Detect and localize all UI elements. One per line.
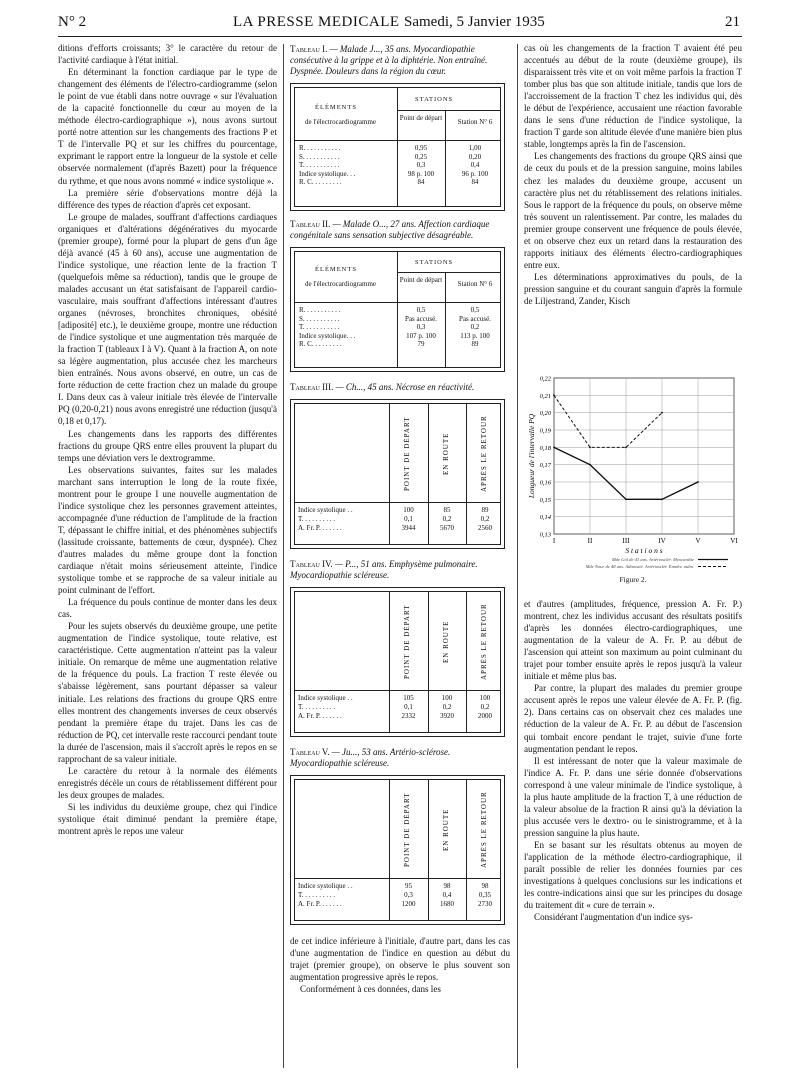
table-cell: 105 bbox=[403, 694, 414, 702]
paragraph: et d'autres (amplitudes, fréquence, pression A. Fr. P.) montrent, chez les individus accusant des résultats positifs d'après les données électro-cardiographiques, une augmentation de la valeur de A. Fr. P. au début de l'ascension qui atteint son maximum au point culminant du trajet pour tomber ensuite après le repos jusqu'à la valeur initiale et même plus bas. bbox=[524, 599, 742, 682]
column-divider bbox=[283, 44, 284, 1068]
paragraph: En déterminant la fonction cardiaque par le type de changement des éléments de l'électro-cardiogramme (selon le point de vue établi dans notre ouvrage « sur l'évaluation de la capacité fonctionnelle du cœur au moyen de la méthode électro-cardiographique »), nous avons surtout porté notre attention sur les changements des fractions P et T de l'intervalle PQ et sur les chiffres du pourcentage, exprimant le rapport entre la longueur de la systole et celle observée normalement (d'après Bazett) pour la fréquence du rythme, et que nous avons nommé « indice systolique ». bbox=[58, 67, 277, 186]
paragraph: Les observations suivantes, faites sur les malades marchant sans interruption le long de la route fixée, montrent pour le groupe I une nouvelle augmentation de l'indice systolique chez les personnes gravement atteintes, accompagnée d'une réduction de l'amplitude de la fraction T, dépassant le chiffre initial, et des phénomènes subjectifs (lassitude croissante, battements de cœur, dyspnée). Chez d'autres malades du même groupe dont la fonction cardiaque n'était moins sérieusement atteinte, l'indice systolique tombe et se rapproche de sa valeur initiale au point culminant de l'effort. bbox=[58, 464, 277, 596]
table-cell: 0,2 bbox=[442, 703, 452, 711]
y-tick-label: 0,19 bbox=[539, 427, 551, 435]
figure-2 bbox=[524, 368, 742, 584]
header-stations: STATIONS bbox=[415, 96, 454, 103]
paragraph: Il est intéressant de noter que la valeur maximale de l'indice A. Fr. P. dans une série donnée d'observations correspond à une valeur minimale de l'indice systolique, à la plus haute amplitude de la fraction T, à une réduction de la valeur absolue de la fraction R ainsi qu'à la déviation la plus accusée vers le dextro- ou le sinistrogramme, et à la pression sanguine la plus haute. bbox=[524, 755, 742, 838]
table-5 bbox=[290, 775, 505, 925]
header-stations: STATIONS bbox=[415, 259, 454, 266]
paragraph: Les changements dans les rapports des différentes fractions du groupe QRS entre elles prouvent la plupart du temps une déviation vers le dextrogramme. bbox=[58, 428, 277, 463]
paragraph: La première série d'observations montre déjà la différence des types de réaction d'après cet exposant. bbox=[58, 187, 277, 210]
page-header bbox=[58, 14, 740, 36]
column-header: APRÈS LE RETOUR bbox=[480, 603, 488, 681]
table-cell: 107 p. 100 bbox=[406, 331, 436, 340]
table-cell: 3944 bbox=[401, 524, 416, 532]
table-cell: 0,5 bbox=[470, 306, 480, 314]
table-cell: 0,5 bbox=[416, 306, 426, 314]
pq-chart bbox=[524, 368, 742, 568]
table-4-caption: Tableau IV. — P..., 51 ans. Emphysème pulmonaire. Myocardiopathie scléreuse. bbox=[290, 559, 478, 580]
column-divider bbox=[517, 44, 518, 1068]
column-header: POINT DE DÉPART bbox=[403, 792, 411, 868]
table-cell: S. . . . . . . . . . . bbox=[299, 152, 340, 161]
paragraph: Conformément à ces données, dans les bbox=[300, 984, 441, 995]
series-line-2 bbox=[554, 395, 662, 447]
column-header: APRÈS LE RETOUR bbox=[480, 791, 488, 869]
column-header: EN ROUTE bbox=[442, 620, 450, 664]
table-cell: 100 bbox=[479, 694, 491, 702]
table-cell: 89 bbox=[471, 340, 479, 349]
column-2 bbox=[290, 44, 510, 995]
table-cell: 0,95 bbox=[414, 144, 428, 152]
paragraph: Les déterminations approximatives du pouls, de la pression sanguine et du courant sanguin d'après la formule de Liljestrand, Zander, Kisch bbox=[524, 271, 742, 306]
table-cell: 0,1 bbox=[404, 703, 413, 711]
table-cell: T. . . . . . . . . . . bbox=[299, 161, 340, 170]
table-cell: R. C. . . . . . . . . bbox=[299, 178, 342, 187]
table-cell: 0,2 bbox=[470, 323, 480, 332]
header-col1: Point de départ bbox=[399, 276, 443, 284]
paragraph: Les changements des fractions du groupe QRS ainsi que de ceux du pouls et de la pression sanguine, moins labiles chez les malades du deuxième groupe, accusent un caractère plus net du rétablissement des relations initiales. Sous le rapport de la fréquence du pouls, on observe même très souvent un ralentissement. Par contre, les malades du premier groupe conservent une fréquence de pouls élevée, et on observe chez eux un retard dans la restauration des rapports initiaux des éléments électro-cardiographiques entre eux. bbox=[524, 151, 742, 270]
table-cell: Pas accusé. bbox=[405, 314, 437, 323]
table-cell: 2560 bbox=[478, 524, 492, 532]
data-point bbox=[553, 394, 555, 396]
column-3-bottom bbox=[524, 598, 742, 923]
data-point bbox=[625, 498, 627, 500]
table-cell: 2730 bbox=[478, 900, 492, 908]
table-cell: 89 bbox=[481, 506, 489, 514]
table-cell: Indice systolique . . bbox=[298, 694, 353, 702]
paragraph: cas où les changements de la fraction T avaient été peu accentués au début de la route (deuxième groupe), ils disparaissent très vite et on voit même parfois la fraction T tomber plus bas que son altitude initiale, tandis que lors de l'accroissement de la fraction T chez les individus qui, dès le début de l'expérience, accusaient une réaction favorable dans le sens d'une réduction de l'indice systolique, la fraction T garde son altitude élevée d'une manière bien plus stable, longtemps après la fin de l'ascension. bbox=[524, 43, 742, 150]
header-rule bbox=[58, 36, 742, 37]
header-elements-sub: de l'électrocardiogramme bbox=[305, 280, 377, 288]
y-tick-label: 0,18 bbox=[539, 444, 551, 452]
x-tick-label: I bbox=[552, 537, 556, 545]
paragraph: La fréquence du pouls continue de monter dans les deux cas. bbox=[58, 597, 277, 620]
column-2-text bbox=[290, 935, 510, 995]
table-cell: 0,1 bbox=[404, 515, 413, 523]
table-cell: S. . . . . . . . . . . bbox=[299, 314, 340, 323]
issue-number: N° 2 bbox=[58, 14, 87, 30]
table-cell: 85 bbox=[443, 506, 451, 514]
column-3-top bbox=[524, 42, 742, 307]
x-tick-label: V bbox=[695, 537, 701, 545]
table-cell: Indice systolique . . bbox=[298, 882, 353, 890]
header-col1: Point de départ bbox=[399, 114, 443, 122]
y-tick-label: 0,15 bbox=[539, 496, 551, 504]
table-cell: 0,4 bbox=[442, 891, 452, 899]
table-cell: 0,2 bbox=[480, 515, 490, 523]
table-cell: 0,2 bbox=[442, 515, 452, 523]
table-1 bbox=[290, 83, 505, 211]
data-point bbox=[553, 446, 555, 448]
table-cell: A. Fr. P. . . . . . . bbox=[298, 524, 342, 532]
table-cell: R. C. . . . . . . . . bbox=[299, 340, 342, 349]
data-point bbox=[661, 412, 663, 414]
table-cell: R. . . . . . . . . . . bbox=[299, 306, 341, 314]
table-5-caption: Tableau V. — Ju..., 53 ans. Artério-sclérose. Myocardiopathie scléreuse. bbox=[290, 747, 451, 768]
table-cell: 79 bbox=[417, 340, 425, 349]
table-cell: 0,20 bbox=[468, 152, 482, 161]
figure-caption: Figure 2. bbox=[619, 575, 647, 584]
issue-date: Samedi, 5 Janvier 1935 bbox=[404, 14, 545, 30]
paragraph: Pour les sujets observés du deuxième groupe, une petite augmentation de l'indice systolique, toute relative, est caractéristique. Cette augmentation n'atteint pas la valeur initiale. On remarque de même une augmentation relative de la fréquence du pouls. La fraction T reste élevée ou s'abaisse légèrement, sans pourtant dépasser sa valeur initiale. Les relations des fractions du groupe QRS entre elles montrent des changements inverses de ceux observés pendant la première étape du trajet. Dans les cas de réduction de PQ, cet intervalle reste raccourci pendant toute la durée de l'ascension, mais il s'accroît après le repos en se rapprochant de sa valeur initiale. bbox=[58, 621, 277, 764]
table-cell: Pas accusé. bbox=[459, 314, 491, 323]
data-point bbox=[625, 446, 627, 448]
table-cell: 96 p. 100 bbox=[461, 169, 489, 178]
x-tick-label: III bbox=[622, 537, 630, 545]
x-tick-label: VI bbox=[730, 537, 738, 545]
table-cell: 1680 bbox=[440, 900, 454, 908]
table-cell: 2000 bbox=[478, 712, 492, 720]
table-cell: T. . . . . . . . . . bbox=[298, 703, 336, 711]
table-cell: 0,25 bbox=[414, 152, 428, 161]
paragraph: Le groupe de malades, souffrant d'affections cardiaques organiques et d'altérations dégénératives du myocarde (premier groupe), formé pour la plupart de gens d'un âge déjà avancé (45 à 60 ans), accuse une augmentation de l'indice systolique, une réaction lente de la fraction T (quelquefois même sa réduction), tandis que le groupe de malades accusant un état satisfaisant de l'appareil cardio-vasculaire, mais souffrant d'affections intéressant d'autres organes (névroses, bronchites chroniques, obésité [adiposité] etc.), le deuxième groupe, montre une réduction de l'indice systolique et une augmentation très marquée de la fraction T (tableaux I à V). Quant à la fraction A, on note sa légère augmentation, plus accusée chez les marcheurs bien entraînés. Nous avons observé, en outre, un cas de forte réduction de cette fraction chez un malade du groupe I. Dans deux cas à valeur initiale très élevée de l'intervalle PQ (0,20-0,21) nous avons enregistré une réduction (jusqu'à 0,18 et 0,17). bbox=[58, 211, 277, 427]
column-header: EN ROUTE bbox=[442, 808, 450, 852]
y-axis-label: Longueur de l'intervalle PQ bbox=[527, 413, 536, 499]
y-tick-label: 0,22 bbox=[539, 375, 551, 383]
y-tick-label: 0,21 bbox=[539, 392, 551, 400]
table-cell: 0,2 bbox=[480, 703, 490, 711]
header-col2: Station N° 6 bbox=[457, 118, 493, 126]
table-cell: A. Fr. P. . . . . . . bbox=[298, 900, 342, 908]
table-3 bbox=[290, 399, 505, 549]
table-cell: 1,00 bbox=[468, 144, 482, 152]
paragraph: Le caractère du retour à la normale des éléments enregistrés décèle un cours de rétablissement différent pour les deux groupes de malades. bbox=[58, 765, 277, 800]
legend-label: Mde Gol de 43 ans. Artériosclér. Myocardite bbox=[611, 557, 694, 562]
table-cell: 84 bbox=[417, 178, 425, 187]
data-point bbox=[697, 481, 699, 483]
table-cell: 100 bbox=[441, 694, 453, 702]
table-cell: 100 bbox=[403, 506, 414, 514]
header-elements-sub: de l'électrocardiogramme bbox=[305, 118, 377, 126]
table-2-caption: Tableau II. — Malade O..., 27 ans. Affection cardiaque congénitale sans sensation subjective désagréable. bbox=[290, 219, 490, 240]
table-cell: A. Fr. P. . . . . . . bbox=[298, 712, 342, 720]
y-tick-label: 0,14 bbox=[539, 514, 551, 522]
table-3-caption: Tableau III. — Ch..., 45 ans. Nécrose en réactivité. bbox=[290, 382, 475, 392]
table-1-caption: Tableau I. — Malade J..., 35 ans. Myocardiopathie consécutive à la grippe et à la diphtérie. Non entraîné. Dyspnée. Douleurs dans la région du cœur. bbox=[290, 44, 488, 76]
legend-label: Mde Nour de 48 ans. Adiposité. Artériosclér. Emphy. pulm. bbox=[585, 564, 694, 568]
paragraph: En se basant sur les résultats obtenus au moyen de l'application de la méthode électro-cardiographique, il paraît possible de relier les données fournies par ces investigations à quelques conclusions sur les indications et les contre-indications ainsi que sur les principes du dosage du traitement dit « cure de terrain ». bbox=[524, 839, 742, 911]
paragraph: Considérant l'augmentation d'un indice sys- bbox=[534, 912, 693, 923]
table-cell: 0,3 bbox=[416, 323, 426, 332]
column-header: POINT DE DÉPART bbox=[403, 604, 411, 680]
paragraph: de cet indice inférieure à l'initiale, d'autre part, dans les cas d'une augmentation de l'indice en question au début du trajet (premier groupe), on observe le plus souvent son augmentation progressive après le repos. bbox=[290, 936, 510, 983]
paragraph: Par contre, la plupart des malades du premier groupe accusent après le repos une valeur élevée de A. Fr. P. (fig. 2). Dans certains cas on observait chez ces malades une réduction de la valeur de A. Fr. P. au début de l'ascension qui tombait encore pendant le trajet, suivie d'une forte augmentation pendant le repos. bbox=[524, 683, 742, 754]
y-tick-label: 0,17 bbox=[539, 462, 551, 470]
data-point bbox=[661, 498, 663, 500]
table-cell: 113 p. 100 bbox=[460, 331, 490, 340]
table-cell: 98 p. 100 bbox=[407, 169, 435, 178]
y-tick-label: 0,20 bbox=[539, 410, 551, 418]
column-1 bbox=[58, 42, 277, 837]
column-header: APRÈS LE RETOUR bbox=[480, 415, 488, 493]
table-cell: Indice systolique. . . bbox=[299, 331, 356, 340]
header-elements: ÉLÉMENTS bbox=[315, 266, 357, 273]
table-cell: 95 bbox=[405, 882, 412, 890]
table-cell: R. . . . . . . . . . . bbox=[299, 144, 341, 152]
x-tick-label: II bbox=[587, 537, 593, 545]
journal-title: LA PRESSE MEDICALE bbox=[233, 14, 400, 30]
table-cell: Indice systolique . . bbox=[298, 506, 353, 514]
table-cell: 0,4 bbox=[470, 161, 480, 170]
y-tick-label: 0,13 bbox=[539, 531, 551, 539]
table-cell: 3920 bbox=[440, 712, 454, 720]
x-tick-label: IV bbox=[658, 537, 666, 545]
table-cell: 0,3 bbox=[416, 161, 426, 170]
table-cell: 84 bbox=[471, 178, 479, 187]
table-cell: 98 bbox=[481, 882, 489, 890]
paragraph: ditions d'efforts croissants; 3° le caractère du retour de l'activité cardiaque à l'état initial. bbox=[58, 43, 277, 66]
plot-frame bbox=[554, 378, 734, 534]
data-point bbox=[589, 464, 591, 466]
paragraph: Si les individus du deuxième groupe, chez qui l'indice systolique était diminué pendant la première étape, montrent après le repos une valeur bbox=[58, 801, 277, 837]
data-point bbox=[589, 446, 591, 448]
y-tick-label: 0,16 bbox=[539, 479, 551, 487]
table-cell: T. . . . . . . . . . bbox=[298, 891, 336, 899]
header-elements: ÉLÉMENTS bbox=[315, 104, 357, 111]
table-cell: 0,3 bbox=[404, 891, 413, 899]
table-cell: 98 bbox=[443, 882, 451, 890]
table-cell: T. . . . . . . . . . bbox=[298, 515, 336, 523]
table-cell: 5670 bbox=[440, 524, 454, 532]
header-col2: Station N° 6 bbox=[457, 280, 493, 288]
column-header: POINT DE DÉPART bbox=[403, 416, 411, 492]
x-axis-label: S t a t i o n s bbox=[625, 546, 663, 555]
table-cell: 0,35 bbox=[478, 891, 492, 899]
table-2 bbox=[290, 247, 505, 372]
column-header: EN ROUTE bbox=[442, 432, 450, 476]
table-cell: Indice systolique. . . bbox=[299, 169, 356, 178]
table-cell: 2332 bbox=[401, 712, 416, 720]
table-4 bbox=[290, 587, 505, 737]
table-cell: 1200 bbox=[401, 900, 416, 908]
page-number: 21 bbox=[725, 14, 740, 30]
table-cell: T. . . . . . . . . . . bbox=[299, 323, 340, 332]
